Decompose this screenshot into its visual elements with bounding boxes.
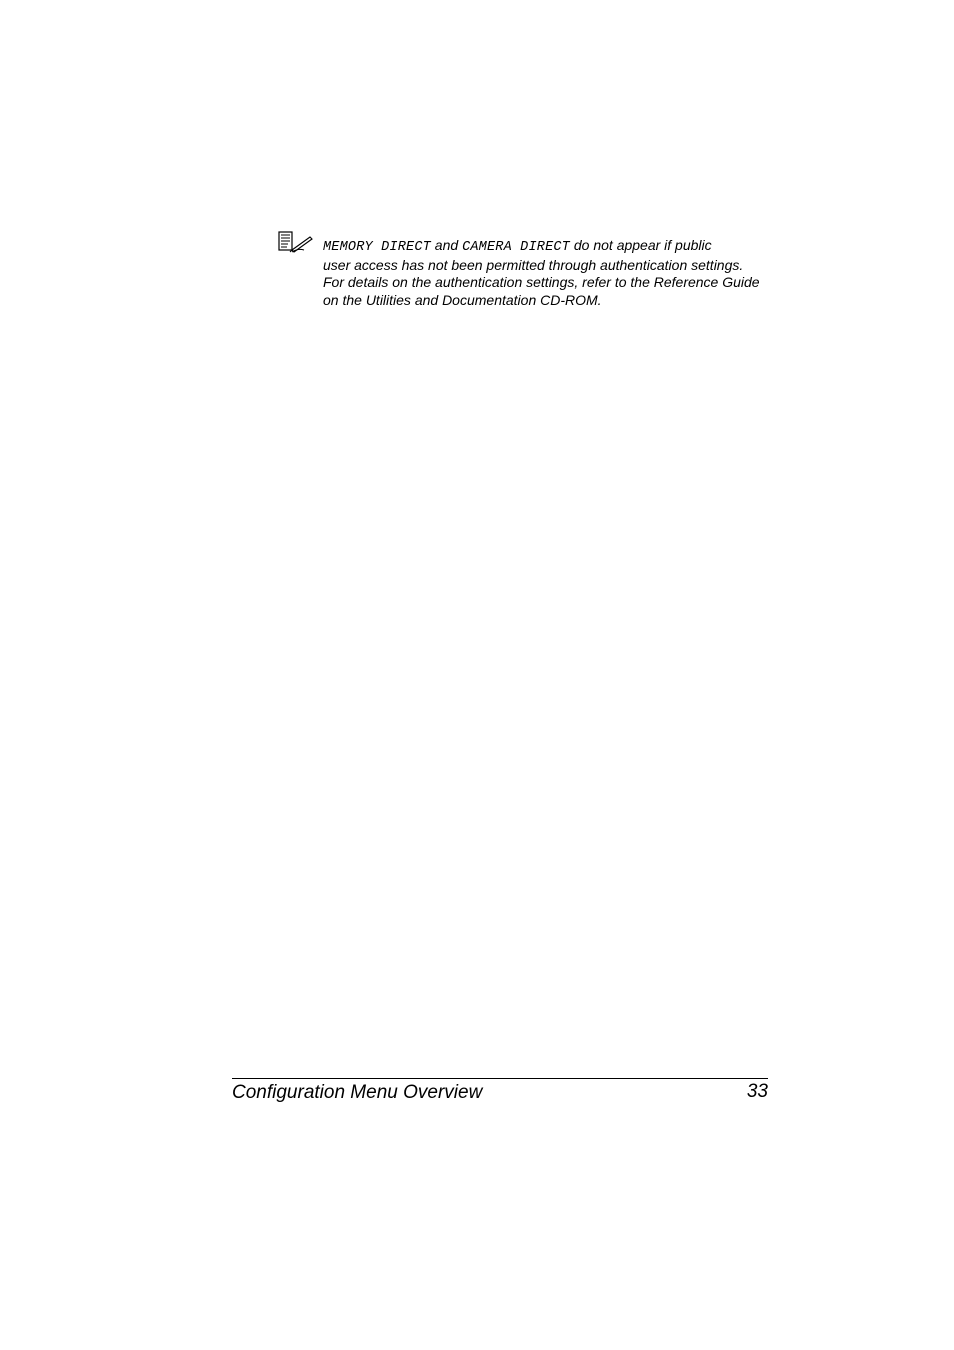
note-line-4: on the Utilities and Documentation CD-ROM. <box>323 291 602 308</box>
note-and-word: and <box>430 237 463 253</box>
footer-divider <box>232 1078 768 1079</box>
note-line-3: For details on the authentication settings, refer to the Reference Guide <box>323 274 760 291</box>
page-number: 33 <box>746 1081 768 1102</box>
memory-direct-term: MEMORY DIRECT <box>323 240 431 255</box>
camera-direct-term: CAMERA DIRECT <box>462 240 570 255</box>
note-line-1 <box>323 237 773 257</box>
note-pencil-icon <box>278 231 314 253</box>
note-text <box>323 237 773 309</box>
note-line-2: user access has not been permitted through authentication settings. <box>323 256 744 273</box>
note-line-1-tail: do not appear if public <box>569 237 712 253</box>
footer-section-title: Configuration Menu Overview <box>232 1082 483 1103</box>
